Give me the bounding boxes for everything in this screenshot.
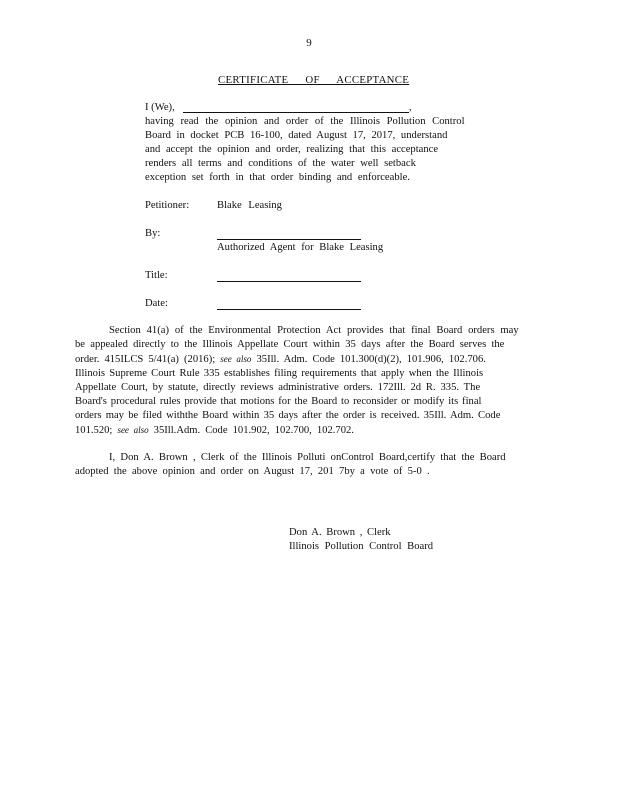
- certificate-line: exception set forth in that order binding and enforceable.: [145, 172, 410, 183]
- citation-text: 101.520;: [75, 425, 113, 436]
- date-label: Date:: [145, 298, 168, 309]
- certificate-title: [218, 73, 409, 87]
- by-signature-line[interactable]: [217, 239, 361, 240]
- citation-text: 35Ill. Adm. Code 101.300(d)(2), 101.906, 102.706.: [256, 354, 486, 365]
- page-number: 9: [306, 37, 312, 49]
- certificate-title-text: CERTIFICATE OF ACCEPTANCE: [218, 74, 410, 86]
- certificate-line: Board in docket PCB 16-100, dated August 17, 2017, understand: [145, 130, 448, 141]
- paragraph-line: Illinois Supreme Court Rule 335 establishes filing requirements that apply when the Illinois: [75, 368, 484, 379]
- citation-text: 35Ill.Adm. Code 101.902, 102.700, 102.702.: [153, 425, 354, 436]
- title-entry-line[interactable]: [217, 281, 361, 282]
- see-also-signal: see also: [220, 354, 252, 364]
- paragraph-line: be appealed directly to the Illinois Appellate Court within 35 days after the Board serves the: [75, 339, 505, 350]
- by-label: By:: [145, 228, 161, 239]
- paragraph-line-with-citation: [75, 352, 530, 367]
- paragraph-line: Section 41(a) of the Environmental Protection Act provides that final Board orders may: [109, 325, 519, 336]
- clerk-certification-paragraph: [75, 451, 530, 479]
- certificate-line: renders all terms and conditions of the water well setback: [145, 158, 416, 169]
- see-also-signal: see also: [117, 425, 149, 435]
- clerk-signature-block: [289, 526, 433, 554]
- paragraph-line: Board's procedural rules provide that motions for the Board to reconsider or modify its final: [75, 396, 482, 407]
- certificate-line: I (We),: [145, 102, 175, 113]
- name-signature-line[interactable]: [183, 112, 409, 113]
- paragraph-line: Appellate Court, by statute, directly reviews administrative orders. 172Ill. 2d R. 335. The: [75, 382, 481, 393]
- title-label: Title:: [145, 270, 168, 281]
- certificate-line: and accept the opinion and order, realizing that this acceptance: [145, 144, 439, 155]
- agent-caption: Authorized Agent for Blake Leasing: [217, 242, 384, 253]
- paragraph-line: I, Don A. Brown , Clerk of the Illinois Polluti onControl Board,certify that the Board: [109, 452, 506, 463]
- date-entry-line[interactable]: [217, 309, 361, 310]
- citation-text: order. 415ILCS 5/41(a) (2016);: [75, 354, 216, 365]
- paragraph-line: orders may be filed withthe Board within 35 days after the order is received. 35Ill. Adm. Code: [75, 410, 501, 421]
- certificate-line: having read the opinion and order of the Illinois Pollution Control: [145, 116, 465, 127]
- appeal-paragraph: [75, 324, 530, 438]
- paragraph-line: adopted the above opinion and order on August 17, 201 7by a vote of 5-0 .: [75, 466, 430, 477]
- paragraph-line-with-citation: [75, 423, 530, 438]
- board-name: Illinois Pollution Control Board: [289, 541, 434, 552]
- name-line-comma: ,: [409, 102, 412, 113]
- petitioner-label: Petitioner:: [145, 200, 190, 211]
- clerk-name: Don A. Brown , Clerk: [289, 527, 391, 538]
- certificate-body: [145, 101, 465, 185]
- petitioner-value: Blake Leasing: [217, 200, 282, 211]
